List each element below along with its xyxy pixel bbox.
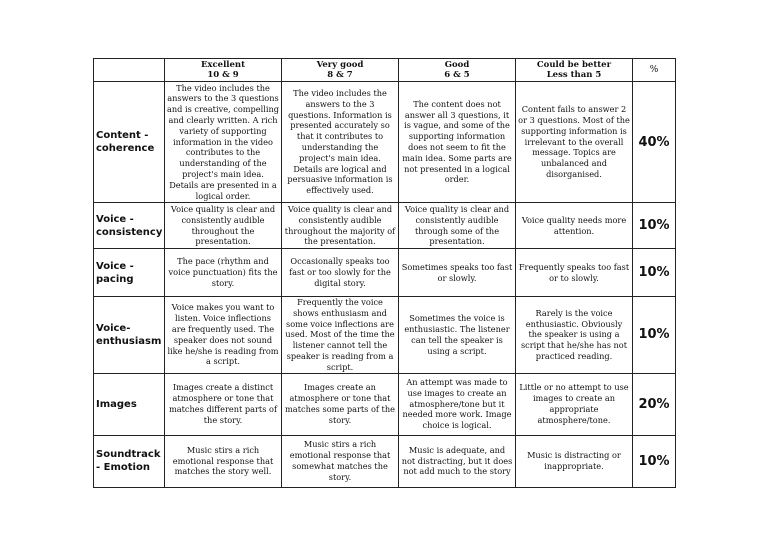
good-cell: Sometimes speaks too fast or slowly. [399,249,516,297]
header-title: Good [444,60,470,70]
percent-cell: 10% [633,297,676,374]
good-cell: Music is adequate, and not distracting, but it does not add much to the story [399,435,516,487]
percent-cell: 10% [633,203,676,249]
criterion-cell: Voice- enthusiasm [94,297,165,374]
excellent-cell: Voice makes you want to listen. Voice inflections are frequently used. The speaker does not sound like he/she is reading from a script. [165,297,282,374]
table-row [94,435,676,487]
table-row [94,297,676,374]
very-good-cell: Voice quality is clear and consistently audible throughout the majority of the presentation. [282,203,399,249]
header-title: Very good [316,60,364,70]
could-be-better-cell: Rarely is the voice enthusiastic. Obviously the speaker is using a script that he/she has not practiced reading. [516,297,633,374]
could-be-better-cell: Content fails to answer 2 or 3 questions. Most of the supporting information is irrelevant to the overall message. Topics are unbalanced and disorganised. [516,82,633,203]
good-cell: Voice quality is clear and consistently audible through some of the presentation. [399,203,516,249]
table-row [94,373,676,435]
very-good-cell: Frequently the voice shows enthusiasm and some voice inflections are used. Most of the time the listener cannot tell the speaker is reading from a script. [282,297,399,374]
percent-cell: 20% [633,373,676,435]
header-score: 10 & 9 [207,70,239,80]
very-good-cell: Images create an atmosphere or tone that matches some parts of the story. [282,373,399,435]
very-good-cell: The video includes the answers to the 3 questions. Information is presented accurately so that it contributes to understanding the project's main idea. Details are logical and persuasive information is effectively used. [282,82,399,203]
excellent-cell: The pace (rhythm and voice punctuation) fits the story. [165,249,282,297]
excellent-cell: Images create a distinct atmosphere or tone that matches different parts of the story. [165,373,282,435]
rubric-table [93,58,676,488]
header-row [94,59,676,82]
criterion-cell: Images [94,373,165,435]
percent-cell: 10% [633,249,676,297]
could-be-better-cell: Little or no attempt to use images to create an appropriate atmosphere/tone. [516,373,633,435]
table-row [94,249,676,297]
table-row [94,82,676,203]
criterion-cell: Voice - consistency [94,203,165,249]
header-criteria [94,59,165,82]
header-percent: % [633,59,676,82]
header-could-be-better [516,59,633,82]
good-cell: An attempt was made to use images to create an atmosphere/tone but it needed more work. Image choice is logical. [399,373,516,435]
criterion-cell: Soundtrack - Emotion [94,435,165,487]
could-be-better-cell: Frequently speaks too fast or to slowly. [516,249,633,297]
criterion-cell: Content - coherence [94,82,165,203]
header-score: Less than 5 [546,70,602,80]
excellent-cell: Music stirs a rich emotional response that matches the story well. [165,435,282,487]
header-title: Excellent [200,60,246,70]
percent-cell: 10% [633,435,676,487]
header-good [399,59,516,82]
percent-cell: 40% [633,82,676,203]
criterion-cell: Voice - pacing [94,249,165,297]
could-be-better-cell: Music is distracting or inappropriate. [516,435,633,487]
excellent-cell: Voice quality is clear and consistently audible throughout the presentation. [165,203,282,249]
header-excellent [165,59,282,82]
could-be-better-cell: Voice quality needs more attention. [516,203,633,249]
header-score: 6 & 5 [444,70,470,80]
header-very-good [282,59,399,82]
header-title: Could be better [536,60,612,70]
table-row [94,203,676,249]
good-cell: The content does not answer all 3 questions, it is vague, and some of the supporting information does not seem to fit the main idea. Some parts are not presented in a logical order. [399,82,516,203]
very-good-cell: Music stirs a rich emotional response that somewhat matches the story. [282,435,399,487]
header-score: 8 & 7 [327,70,353,80]
good-cell: Sometimes the voice is enthusiastic. The listener can tell the speaker is using a script. [399,297,516,374]
excellent-cell: The video includes the answers to the 3 questions and is creative, compelling and clearly written. A rich variety of supporting information in the video contributes to the understanding of the project's main idea. Details are presented in a logical order. [165,82,282,203]
very-good-cell: Occasionally speaks too fast or too slowly for the digital story. [282,249,399,297]
